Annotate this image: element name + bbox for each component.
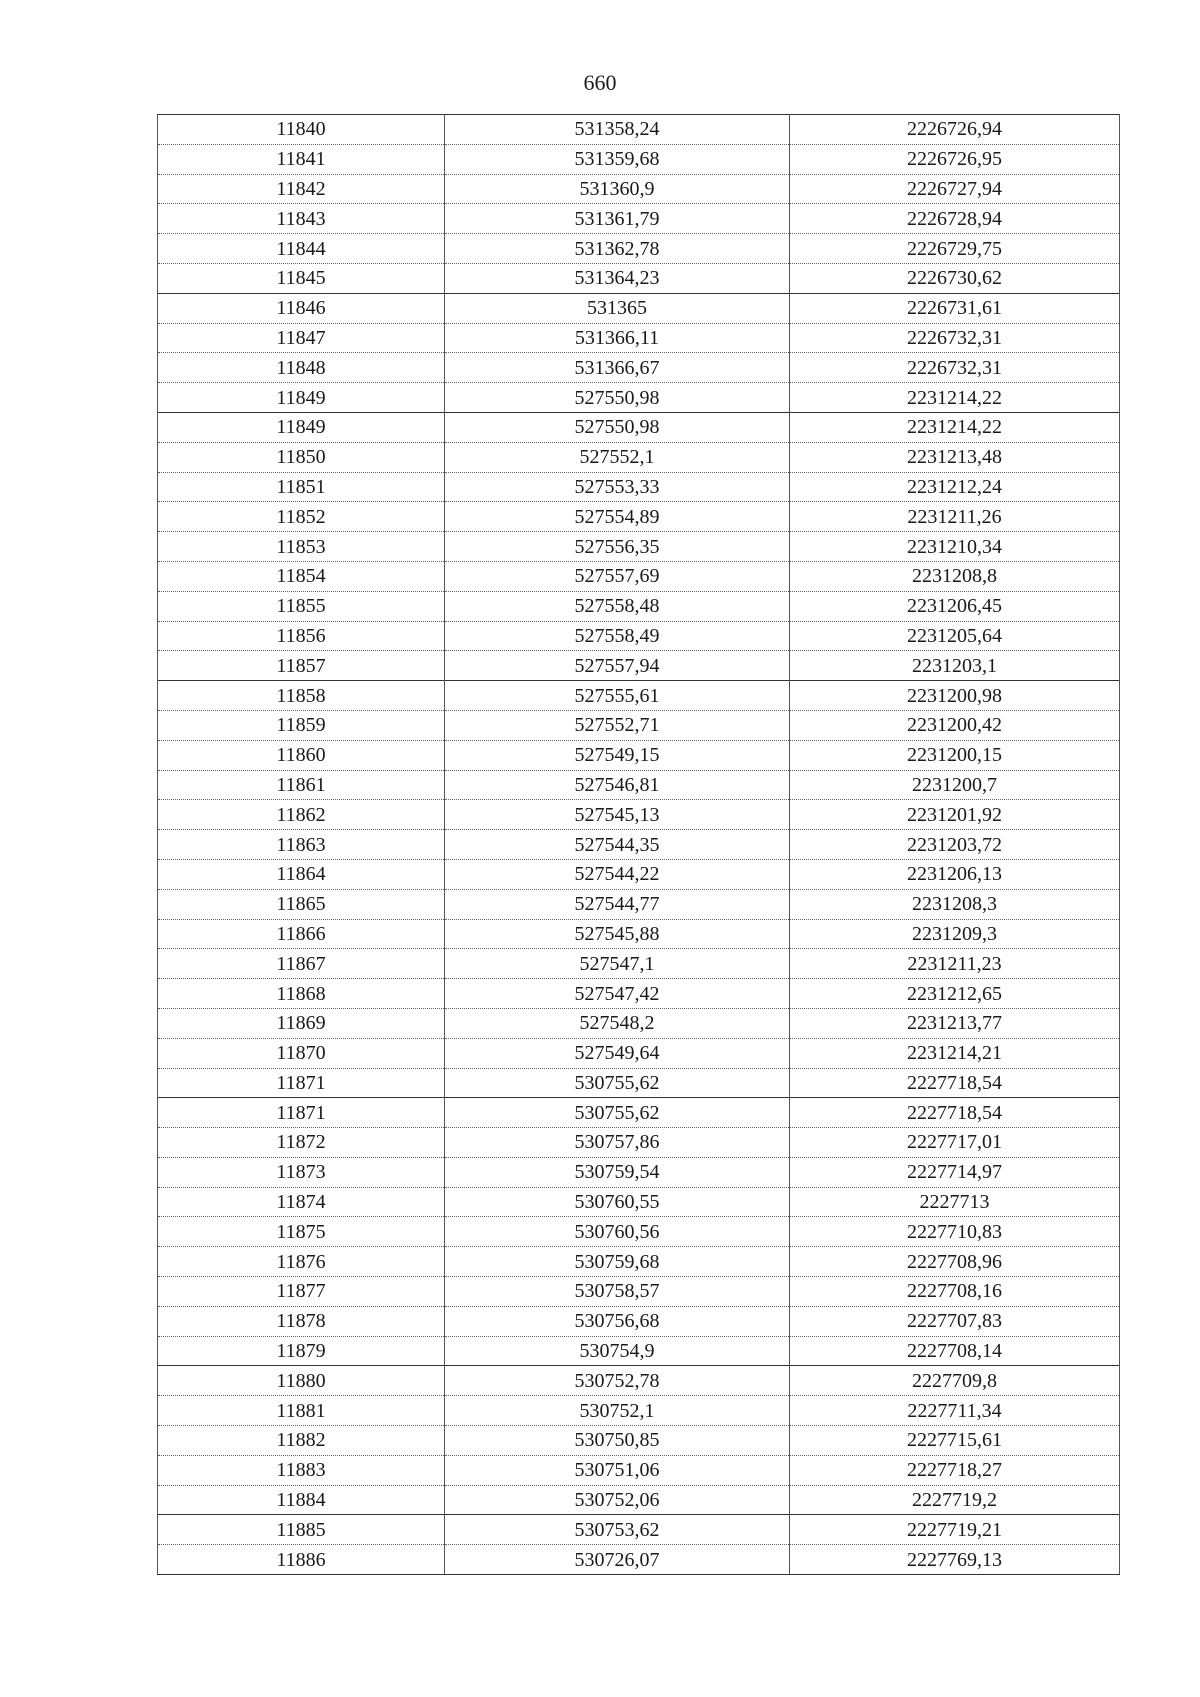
coordinates-table — [157, 114, 1120, 1575]
x-coordinate-cell: 530759,68 — [445, 1247, 790, 1277]
point-number-cell: 11854 — [158, 561, 445, 591]
y-coordinate-cell: 2226726,94 — [790, 115, 1120, 145]
point-number-cell: 11871 — [158, 1068, 445, 1098]
x-coordinate-cell: 527546,81 — [445, 770, 790, 800]
table-row — [158, 532, 1120, 562]
y-coordinate-cell: 2226731,61 — [790, 293, 1120, 323]
x-coordinate-cell: 527548,2 — [445, 1008, 790, 1038]
table-row — [158, 800, 1120, 830]
point-number-cell: 11851 — [158, 472, 445, 502]
y-coordinate-cell: 2226729,75 — [790, 234, 1120, 264]
x-coordinate-cell: 531360,9 — [445, 174, 790, 204]
x-coordinate-cell: 527557,94 — [445, 651, 790, 681]
table-row — [158, 710, 1120, 740]
point-number-cell: 11852 — [158, 502, 445, 532]
point-number-cell: 11842 — [158, 174, 445, 204]
point-number-cell: 11881 — [158, 1396, 445, 1426]
x-coordinate-cell: 527552,1 — [445, 442, 790, 472]
table-row — [158, 1336, 1120, 1366]
point-number-cell: 11845 — [158, 263, 445, 293]
y-coordinate-cell: 2231211,26 — [790, 502, 1120, 532]
x-coordinate-cell: 527544,77 — [445, 889, 790, 919]
y-coordinate-cell: 2227719,21 — [790, 1515, 1120, 1545]
point-number-cell: 11862 — [158, 800, 445, 830]
y-coordinate-cell: 2227711,34 — [790, 1396, 1120, 1426]
y-coordinate-cell: 2231201,92 — [790, 800, 1120, 830]
x-coordinate-cell: 530754,9 — [445, 1336, 790, 1366]
x-coordinate-cell: 530756,68 — [445, 1306, 790, 1336]
point-number-cell: 11853 — [158, 532, 445, 562]
x-coordinate-cell: 531358,24 — [445, 115, 790, 145]
table-row — [158, 1217, 1120, 1247]
x-coordinate-cell: 530757,86 — [445, 1128, 790, 1158]
y-coordinate-cell: 2227710,83 — [790, 1217, 1120, 1247]
point-number-cell: 11861 — [158, 770, 445, 800]
x-coordinate-cell: 530755,62 — [445, 1098, 790, 1128]
table-row — [158, 830, 1120, 860]
y-coordinate-cell: 2231208,8 — [790, 561, 1120, 591]
table-row — [158, 323, 1120, 353]
y-coordinate-cell: 2231212,24 — [790, 472, 1120, 502]
table-row — [158, 383, 1120, 413]
table-row — [158, 681, 1120, 711]
x-coordinate-cell: 527545,13 — [445, 800, 790, 830]
table-row — [158, 621, 1120, 651]
table-row — [158, 979, 1120, 1009]
y-coordinate-cell: 2227718,54 — [790, 1098, 1120, 1128]
x-coordinate-cell: 527552,71 — [445, 710, 790, 740]
point-number-cell: 11867 — [158, 949, 445, 979]
x-coordinate-cell: 530758,57 — [445, 1277, 790, 1307]
table-row — [158, 651, 1120, 681]
x-coordinate-cell: 530755,62 — [445, 1068, 790, 1098]
point-number-cell: 11883 — [158, 1455, 445, 1485]
x-coordinate-cell: 530750,85 — [445, 1426, 790, 1456]
point-number-cell: 11868 — [158, 979, 445, 1009]
x-coordinate-cell: 527547,42 — [445, 979, 790, 1009]
y-coordinate-cell: 2231212,65 — [790, 979, 1120, 1009]
table-row — [158, 1306, 1120, 1336]
point-number-cell: 11873 — [158, 1157, 445, 1187]
table-row — [158, 1455, 1120, 1485]
y-coordinate-cell: 2231200,7 — [790, 770, 1120, 800]
point-number-cell: 11843 — [158, 204, 445, 234]
table-row — [158, 442, 1120, 472]
x-coordinate-cell: 530760,56 — [445, 1217, 790, 1247]
x-coordinate-cell: 530752,1 — [445, 1396, 790, 1426]
point-number-cell: 11855 — [158, 591, 445, 621]
y-coordinate-cell: 2226730,62 — [790, 263, 1120, 293]
y-coordinate-cell: 2227707,83 — [790, 1306, 1120, 1336]
table-row — [158, 1277, 1120, 1307]
point-number-cell: 11865 — [158, 889, 445, 919]
y-coordinate-cell: 2227708,96 — [790, 1247, 1120, 1277]
point-number-cell: 11870 — [158, 1038, 445, 1068]
table-row — [158, 353, 1120, 383]
y-coordinate-cell: 2226728,94 — [790, 204, 1120, 234]
point-number-cell: 11856 — [158, 621, 445, 651]
point-number-cell: 11880 — [158, 1366, 445, 1396]
y-coordinate-cell: 2231209,3 — [790, 919, 1120, 949]
y-coordinate-cell: 2226732,31 — [790, 323, 1120, 353]
table-row — [158, 1187, 1120, 1217]
x-coordinate-cell: 530751,06 — [445, 1455, 790, 1485]
table-row — [158, 293, 1120, 323]
x-coordinate-cell: 530760,55 — [445, 1187, 790, 1217]
table-row — [158, 859, 1120, 889]
y-coordinate-cell: 2227708,16 — [790, 1277, 1120, 1307]
point-number-cell: 11877 — [158, 1277, 445, 1307]
point-number-cell: 11866 — [158, 919, 445, 949]
y-coordinate-cell: 2231203,1 — [790, 651, 1120, 681]
y-coordinate-cell: 2227713 — [790, 1187, 1120, 1217]
y-coordinate-cell: 2231200,98 — [790, 681, 1120, 711]
y-coordinate-cell: 2231206,45 — [790, 591, 1120, 621]
x-coordinate-cell: 530753,62 — [445, 1515, 790, 1545]
table-row — [158, 1128, 1120, 1158]
point-number-cell: 11849 — [158, 383, 445, 413]
y-coordinate-cell: 2231214,22 — [790, 383, 1120, 413]
y-coordinate-cell: 2226726,95 — [790, 144, 1120, 174]
point-number-cell: 11871 — [158, 1098, 445, 1128]
y-coordinate-cell: 2227709,8 — [790, 1366, 1120, 1396]
table-row — [158, 1247, 1120, 1277]
table-row — [158, 412, 1120, 442]
y-coordinate-cell: 2226727,94 — [790, 174, 1120, 204]
coordinates-table-body — [158, 115, 1120, 1575]
x-coordinate-cell: 530752,06 — [445, 1485, 790, 1515]
page-number: 660 — [583, 70, 617, 95]
point-number-cell: 11886 — [158, 1545, 445, 1575]
x-coordinate-cell: 527544,22 — [445, 859, 790, 889]
x-coordinate-cell: 530759,54 — [445, 1157, 790, 1187]
point-number-cell: 11864 — [158, 859, 445, 889]
y-coordinate-cell: 2227715,61 — [790, 1426, 1120, 1456]
point-number-cell: 11879 — [158, 1336, 445, 1366]
table-row — [158, 889, 1120, 919]
point-number-cell: 11869 — [158, 1008, 445, 1038]
x-coordinate-cell: 527558,48 — [445, 591, 790, 621]
x-coordinate-cell: 527558,49 — [445, 621, 790, 651]
y-coordinate-cell: 2227769,13 — [790, 1545, 1120, 1575]
point-number-cell: 11872 — [158, 1128, 445, 1158]
table-row — [158, 1515, 1120, 1545]
table-row — [158, 115, 1120, 145]
point-number-cell: 11860 — [158, 740, 445, 770]
point-number-cell: 11850 — [158, 442, 445, 472]
table-row — [158, 561, 1120, 591]
table-row — [158, 174, 1120, 204]
x-coordinate-cell: 527545,88 — [445, 919, 790, 949]
x-coordinate-cell: 527549,15 — [445, 740, 790, 770]
y-coordinate-cell: 2231214,21 — [790, 1038, 1120, 1068]
x-coordinate-cell: 531364,23 — [445, 263, 790, 293]
point-number-cell: 11847 — [158, 323, 445, 353]
x-coordinate-cell: 530752,78 — [445, 1366, 790, 1396]
y-coordinate-cell: 2227718,27 — [790, 1455, 1120, 1485]
y-coordinate-cell: 2231206,13 — [790, 859, 1120, 889]
point-number-cell: 11859 — [158, 710, 445, 740]
table-row — [158, 1545, 1120, 1575]
y-coordinate-cell: 2231213,48 — [790, 442, 1120, 472]
x-coordinate-cell: 531361,79 — [445, 204, 790, 234]
point-number-cell: 11848 — [158, 353, 445, 383]
point-number-cell: 11844 — [158, 234, 445, 264]
y-coordinate-cell: 2231208,3 — [790, 889, 1120, 919]
table-row — [158, 144, 1120, 174]
y-coordinate-cell: 2231200,42 — [790, 710, 1120, 740]
table-row — [158, 472, 1120, 502]
point-number-cell: 11874 — [158, 1187, 445, 1217]
x-coordinate-cell: 531359,68 — [445, 144, 790, 174]
point-number-cell: 11846 — [158, 293, 445, 323]
table-row — [158, 1098, 1120, 1128]
y-coordinate-cell: 2227718,54 — [790, 1068, 1120, 1098]
x-coordinate-cell: 527553,33 — [445, 472, 790, 502]
x-coordinate-cell: 527556,35 — [445, 532, 790, 562]
table-row — [158, 234, 1120, 264]
table-row — [158, 1038, 1120, 1068]
y-coordinate-cell: 2231214,22 — [790, 412, 1120, 442]
point-number-cell: 11875 — [158, 1217, 445, 1247]
point-number-cell: 11885 — [158, 1515, 445, 1545]
y-coordinate-cell: 2227717,01 — [790, 1128, 1120, 1158]
y-coordinate-cell: 2231200,15 — [790, 740, 1120, 770]
table-row — [158, 949, 1120, 979]
point-number-cell: 11863 — [158, 830, 445, 860]
y-coordinate-cell: 2231210,34 — [790, 532, 1120, 562]
table-row — [158, 1157, 1120, 1187]
point-number-cell: 11858 — [158, 681, 445, 711]
y-coordinate-cell: 2227708,14 — [790, 1336, 1120, 1366]
y-coordinate-cell: 2227714,97 — [790, 1157, 1120, 1187]
table-row — [158, 502, 1120, 532]
table-row — [158, 919, 1120, 949]
table-row — [158, 1008, 1120, 1038]
point-number-cell: 11876 — [158, 1247, 445, 1277]
table-row — [158, 204, 1120, 234]
x-coordinate-cell: 527549,64 — [445, 1038, 790, 1068]
point-number-cell: 11841 — [158, 144, 445, 174]
table-row — [158, 770, 1120, 800]
table-row — [158, 1396, 1120, 1426]
y-coordinate-cell: 2226732,31 — [790, 353, 1120, 383]
x-coordinate-cell: 531366,67 — [445, 353, 790, 383]
y-coordinate-cell: 2231211,23 — [790, 949, 1120, 979]
x-coordinate-cell: 527550,98 — [445, 383, 790, 413]
y-coordinate-cell: 2231205,64 — [790, 621, 1120, 651]
x-coordinate-cell: 531362,78 — [445, 234, 790, 264]
point-number-cell: 11849 — [158, 412, 445, 442]
x-coordinate-cell: 527550,98 — [445, 412, 790, 442]
y-coordinate-cell: 2231213,77 — [790, 1008, 1120, 1038]
y-coordinate-cell: 2231203,72 — [790, 830, 1120, 860]
table-row — [158, 1366, 1120, 1396]
x-coordinate-cell: 527544,35 — [445, 830, 790, 860]
y-coordinate-cell: 2227719,2 — [790, 1485, 1120, 1515]
point-number-cell: 11878 — [158, 1306, 445, 1336]
table-row — [158, 263, 1120, 293]
x-coordinate-cell: 531365 — [445, 293, 790, 323]
x-coordinate-cell: 531366,11 — [445, 323, 790, 353]
x-coordinate-cell: 527547,1 — [445, 949, 790, 979]
point-number-cell: 11882 — [158, 1426, 445, 1456]
table-row — [158, 1485, 1120, 1515]
table-row — [158, 1426, 1120, 1456]
point-number-cell: 11884 — [158, 1485, 445, 1515]
x-coordinate-cell: 527557,69 — [445, 561, 790, 591]
point-number-cell: 11857 — [158, 651, 445, 681]
x-coordinate-cell: 530726,07 — [445, 1545, 790, 1575]
x-coordinate-cell: 527554,89 — [445, 502, 790, 532]
table-row — [158, 1068, 1120, 1098]
point-number-cell: 11840 — [158, 115, 445, 145]
table-row — [158, 591, 1120, 621]
table-row — [158, 740, 1120, 770]
x-coordinate-cell: 527555,61 — [445, 681, 790, 711]
